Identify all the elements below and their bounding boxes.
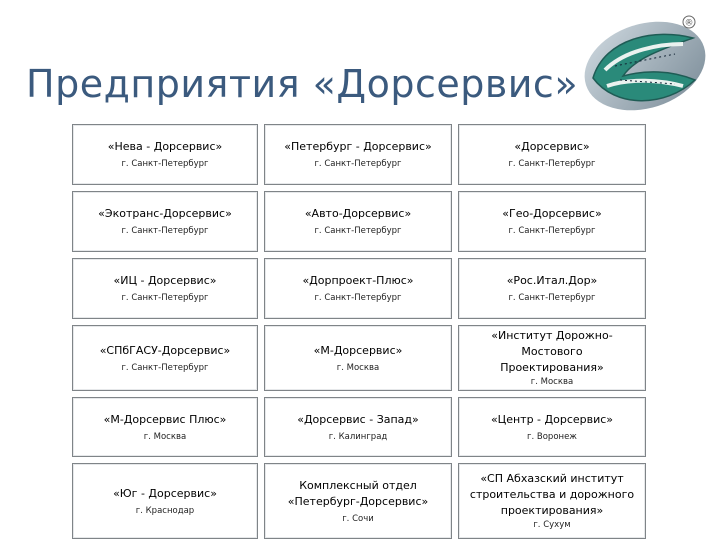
company-cell bbox=[72, 325, 258, 391]
company-city: г. Санкт-Петербург bbox=[508, 226, 596, 236]
company-name: «Дорсервис - Запад» bbox=[297, 412, 419, 426]
companies-grid bbox=[72, 124, 646, 539]
company-cell bbox=[264, 191, 452, 252]
company-city: г. Москва bbox=[143, 431, 187, 442]
company-city: г. Санкт-Петербург bbox=[121, 362, 209, 373]
company-cell bbox=[458, 124, 646, 185]
company-city: г. Санкт-Петербург bbox=[314, 159, 402, 169]
company-name: «М-Дорсервис Плюс» bbox=[103, 412, 227, 426]
company-cell bbox=[458, 258, 646, 319]
company-name: «Дорпроект-Плюс» bbox=[302, 274, 414, 287]
company-city: г. Воронеж bbox=[527, 431, 577, 442]
company-name: «Петербург - Дорсервис» bbox=[284, 140, 432, 153]
company-city: г. Санкт-Петербург bbox=[314, 226, 402, 236]
company-city: г. Сухум bbox=[533, 520, 571, 530]
company-name: «Гео-Дорсервис» bbox=[502, 207, 602, 220]
company-city: г. Санкт-Петербург bbox=[121, 226, 209, 236]
company-cell bbox=[264, 463, 452, 539]
company-city: г. Санкт-Петербург bbox=[121, 159, 209, 169]
company-name: «Центр - Дорсервис» bbox=[490, 412, 614, 426]
company-cell bbox=[72, 191, 258, 252]
company-name: «Рос.Итал.Дор» bbox=[506, 274, 598, 287]
company-city: г. Санкт-Петербург bbox=[314, 293, 402, 303]
company-logo bbox=[575, 8, 715, 118]
company-city: г. Москва bbox=[336, 362, 380, 373]
company-city: г. Санкт-Петербург bbox=[508, 293, 596, 303]
company-name: «ИЦ - Дорсервис» bbox=[113, 274, 217, 287]
company-cell bbox=[264, 258, 452, 319]
company-name: «Дорсервис» bbox=[514, 140, 590, 153]
company-cell bbox=[72, 463, 258, 539]
company-city: г. Калинград bbox=[328, 431, 388, 442]
page-title: Предприятия «Дорсервис» bbox=[26, 62, 579, 106]
company-name: «М-Дорсервис» bbox=[313, 343, 403, 357]
company-city: г. Санкт-Петербург bbox=[508, 159, 596, 169]
company-city: г. Сочи bbox=[342, 513, 374, 524]
registered-mark: ® bbox=[684, 18, 694, 29]
company-name: «Юг - Дорсервис» bbox=[113, 486, 217, 500]
company-name: «Авто-Дорсервис» bbox=[304, 207, 412, 220]
company-name: «Экотранс-Дорсервис» bbox=[98, 207, 232, 220]
company-name: Комплексный отдел «Петербург-Дорсервис» bbox=[287, 478, 429, 508]
company-cell bbox=[72, 258, 258, 319]
company-cell bbox=[264, 124, 452, 185]
company-cell bbox=[458, 397, 646, 457]
company-cell bbox=[264, 325, 452, 391]
company-cell bbox=[458, 463, 646, 539]
company-city: г. Москва bbox=[530, 377, 574, 387]
company-cell bbox=[458, 325, 646, 391]
company-name: «СПбГАСУ-Дорсервис» bbox=[99, 343, 231, 357]
company-city: г. Краснодар bbox=[135, 505, 195, 516]
company-city: г. Санкт-Петербург bbox=[121, 293, 209, 303]
company-name: «Институт Дорожно-Мостового Проектирования» bbox=[491, 329, 613, 374]
company-cell bbox=[72, 397, 258, 457]
company-cell bbox=[264, 397, 452, 457]
company-name: «Нева - Дорсервис» bbox=[107, 140, 223, 153]
company-cell bbox=[72, 124, 258, 185]
company-cell bbox=[458, 191, 646, 252]
company-name: «СП Абхазский институт строительства и дорожного проектирования» bbox=[469, 472, 635, 517]
